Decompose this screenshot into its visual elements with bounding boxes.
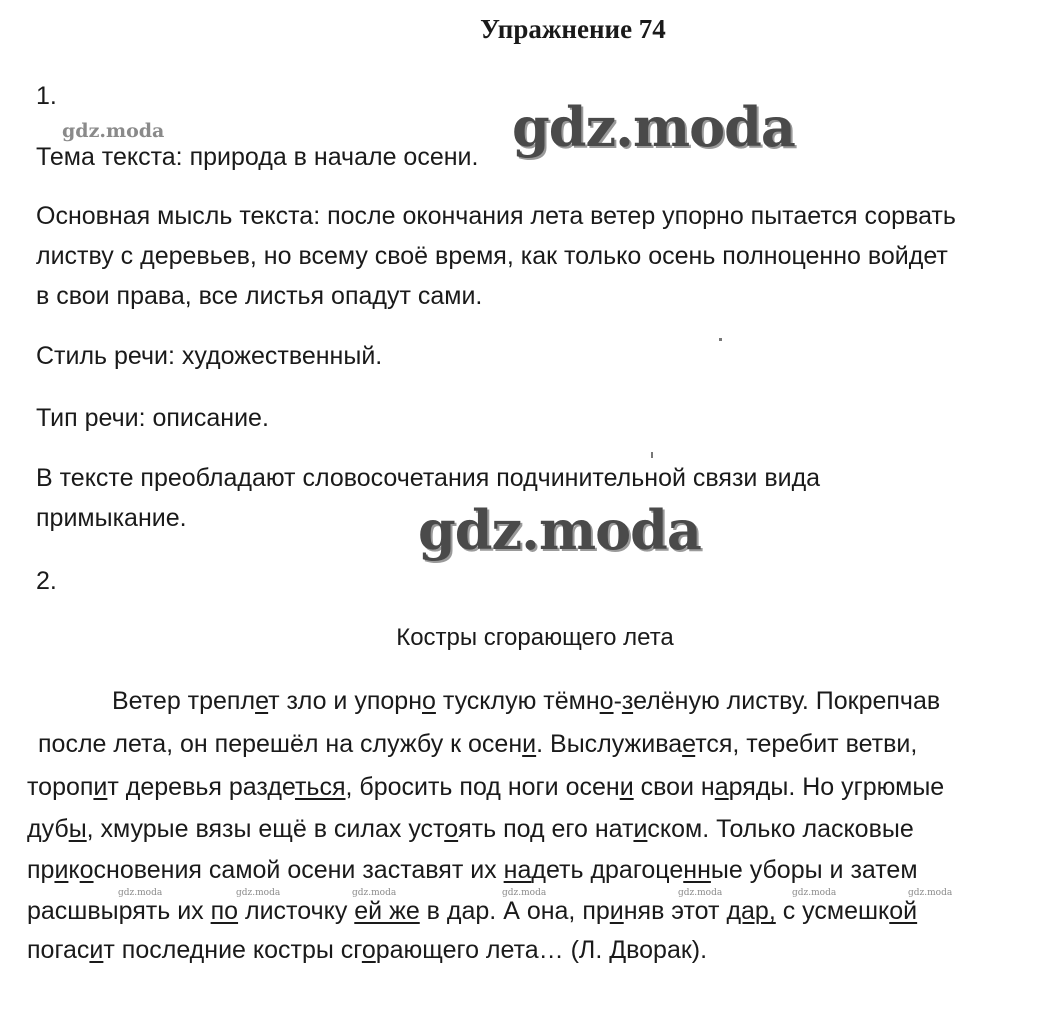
type-line: Тип речи: описание. [36,404,269,432]
exercise-title: Упражнение 74 [480,14,666,44]
watermark-tiny: gdz.moda [236,888,281,898]
collocations-line-2: примыкание. [36,504,187,532]
main-idea-line-1: Основная мысль текста: после окончания лета ветер упорно пытается сорвать [36,202,956,230]
story-line-3: торопит деревья раздеться, бросить под ноги осени свои наряды. Но угрюмые [27,773,945,801]
scan-speck [651,452,653,458]
story-heading: Костры сгорающего лета [396,624,674,651]
story-line-7: погасит последние костры сгорающего лета… (Л. Дворак). [27,936,708,964]
collocations-line-1: В тексте преобладают словосочетания подчинительной связи вида [36,464,821,492]
watermark-tiny: gdz.moda [502,888,547,898]
watermark-middle: gdz.moda [418,498,701,562]
style-line: Стиль речи: художественный. [36,342,383,370]
watermark-tiny: gdz.moda [792,888,837,898]
main-idea-line-2: листву с деревьев, но всему своё время, как только осень полноценно войдет [36,242,948,270]
main-idea-line-3: в свои права, все листья опадут сами. [36,282,483,310]
story-line-5: прикосновения самой осени заставят их надеть драгоценные уборы и затем [27,856,918,884]
watermark-small: gdz.moda [62,120,165,142]
watermark-tiny: gdz.moda [678,888,723,898]
watermark-tiny: gdz.moda [908,888,953,898]
story-line-2: после лета, он перешёл на службу к осени. Выслуживается, теребит ветви, [38,730,918,758]
part2-number: 2. [36,567,57,595]
story-line-1: Ветер треплет зло и упорно тусклую тёмно-зелёную листву. Покрепчав [112,687,941,715]
watermark-tiny: gdz.moda [118,888,163,898]
watermark-top: gdz.moda [512,95,795,159]
story-line-4: дубы, хмурые вязы ещё в силах устоять под его натиском. Только ласковые [27,815,914,843]
part1-number: 1. [36,82,57,110]
scan-speck [719,338,722,341]
theme-line: Тема текста: природа в начале осени. [36,143,479,171]
watermark-tiny: gdz.moda [352,888,397,898]
story-line-6: расшвырять их по листочку ей же в дар. А она, приняв этот дар, с усмешкой [27,897,918,925]
